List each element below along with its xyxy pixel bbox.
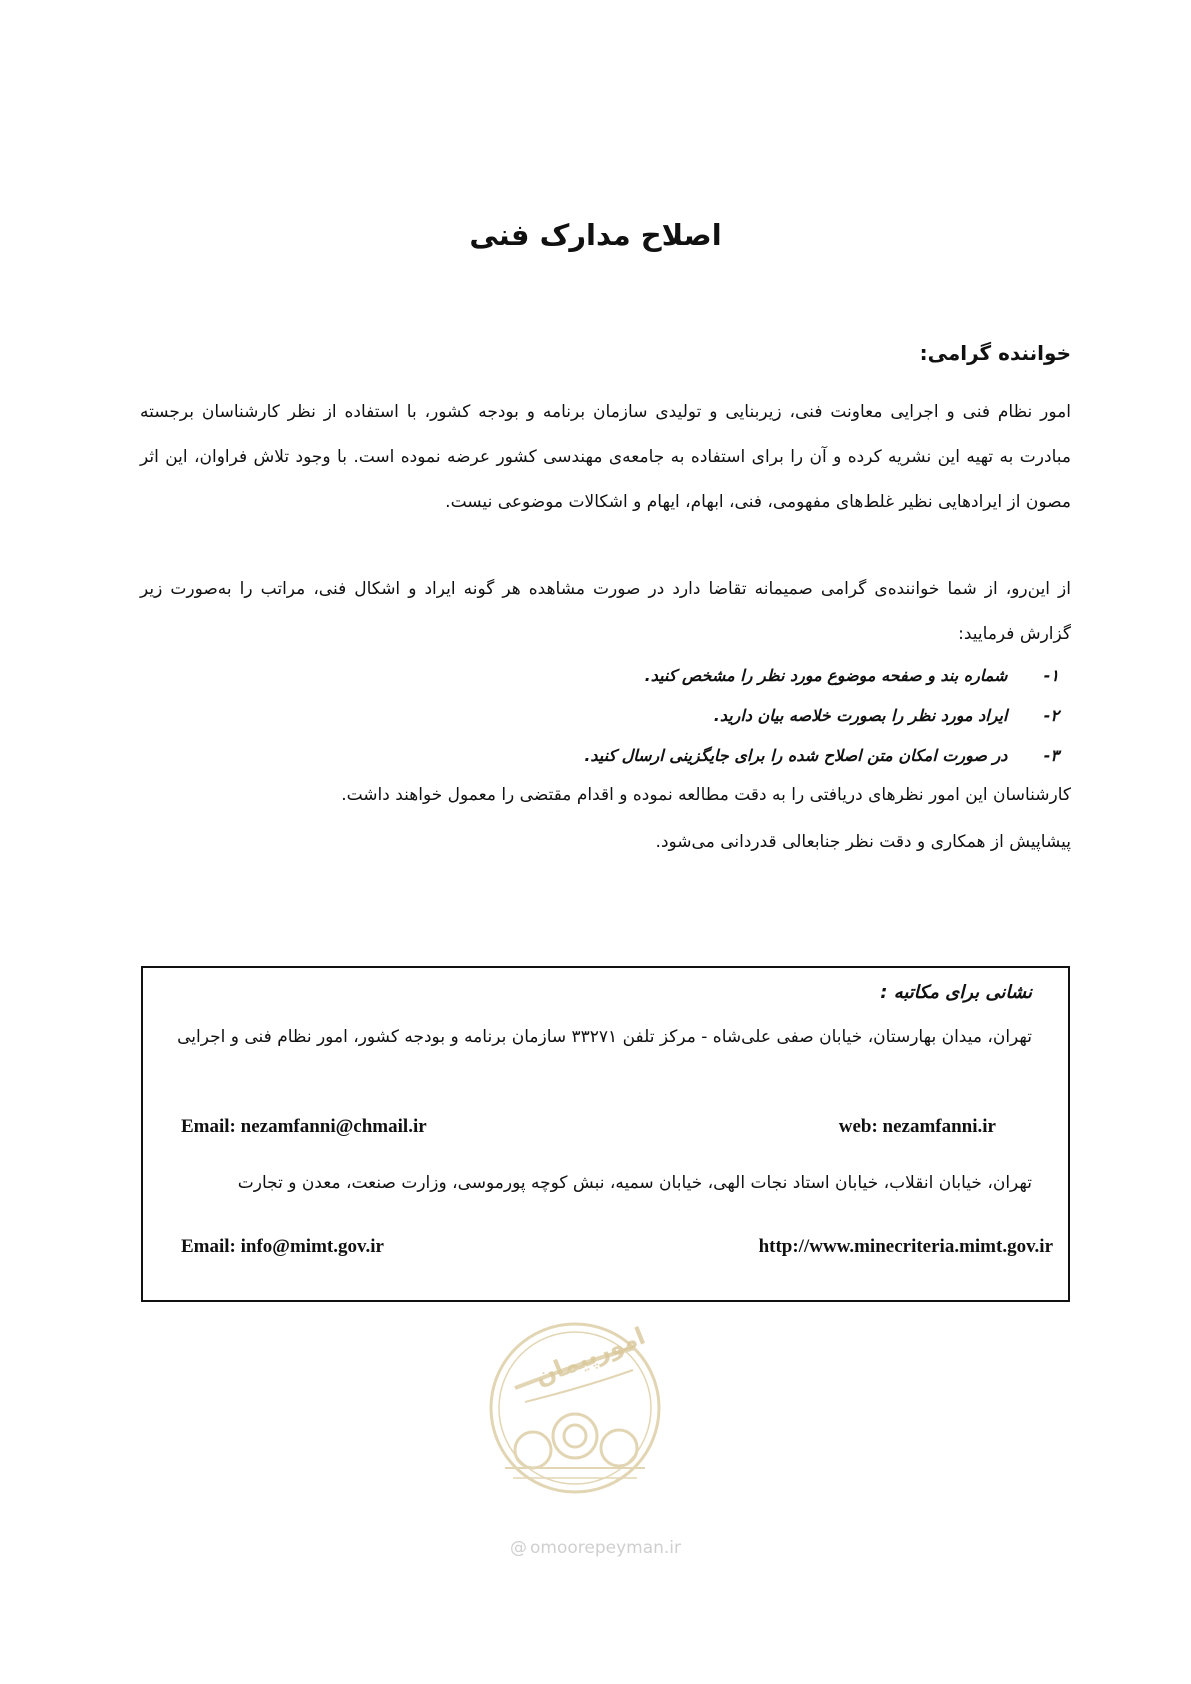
watermark-caption-text: omoorepeyman.ir (529, 1538, 682, 1558)
watermark-caption (0, 1538, 1191, 1558)
closing-line-thanks: پیشاپیش از همکاری و دقت نظر جنابعالی قدردانی می‌شود. (655, 832, 1071, 852)
report-step (584, 656, 1071, 696)
address-mimt (157, 1158, 1056, 1208)
intro-paragraph: امور نظام فنی و اجرایی معاونت فنی، زیربنایی و تولیدی سازمان برنامه و بودجه کشور، با استفاده از نظر کارشناسان برجسته مبادرت به تهیه این نشریه کرده و آن را برای استفاده به جامعه‌ی مهندسی کشور عرضه نموده است. با وجود تلاش فراوان، این اثر مصون از ایرادهایی نظیر غلط‌های مفهومی، فنی، ابهام، ایهام و اشکالات موضوعی نیست. (140, 402, 1071, 512)
step-number: ۲- (1043, 706, 1059, 725)
report-step (584, 736, 1071, 776)
address-mimt-text: تهران، خیابان انقلاب، خیابان استاد نجات الهی، خیابان سمیه، نبش کوچه پورموسی، وزارت صنعت، معدن و تجارت (237, 1173, 1032, 1193)
report-step (584, 696, 1071, 736)
correspondence-address-box (141, 966, 1070, 1302)
request-paragraph: از این‌رو، از شما خواننده‌ی گرامی صمیمانه تقاضا دارد در صورت مشاهده هر گونه ایراد و اشکال فنی، مراتب را به‌صورت زیر گزارش فرمایید: (140, 579, 1071, 644)
email-nezamfanni: Email: nezamfanni@chmail.ir (181, 1116, 427, 1137)
web-minecriteria: http://www.minecriteria.mimt.gov.ir (758, 1236, 1053, 1257)
watermark-logo-text: امورپیمان (530, 1321, 650, 1392)
email-mimt: Email: info@mimt.gov.ir (181, 1236, 384, 1257)
address-pbo (157, 1012, 1056, 1062)
report-steps-list (584, 656, 1071, 776)
step-text: در صورت امکان متن اصلاح شده را برای جایگزینی ارسال کنید. (584, 746, 1008, 765)
closing-line-review: کارشناسان این امور نظرهای دریافتی را به دقت مطالعه نموده و اقدام مقتضی را معمول خواهند داشت. (341, 785, 1071, 805)
at-sign-icon: @ (509, 1538, 527, 1558)
web-nezamfanni: web: nezamfanni.ir (838, 1116, 996, 1137)
page-title: اصلاح مدارک فنی (469, 218, 722, 252)
address-box-title: نشانی برای مکاتبه : (880, 982, 1032, 1003)
step-text: شماره بند و صفحه موضوع مورد نظر را مشخص کنید. (644, 666, 1008, 685)
greeting: خواننده گرامی: (919, 341, 1071, 365)
watermark-logo (485, 1318, 665, 1498)
step-text: ایراد مورد نظر را بصورت خلاصه بیان دارید. (713, 706, 1008, 725)
step-number: ۳- (1043, 746, 1059, 765)
address-pbo-text: تهران، میدان بهارستان، خیابان صفی علی‌شاه - مرکز تلفن ۳۳۲۷۱ سازمان برنامه و بودجه کشور، امور نظام فنی و اجرایی (177, 1027, 1032, 1047)
step-number: ۱- (1043, 666, 1059, 685)
